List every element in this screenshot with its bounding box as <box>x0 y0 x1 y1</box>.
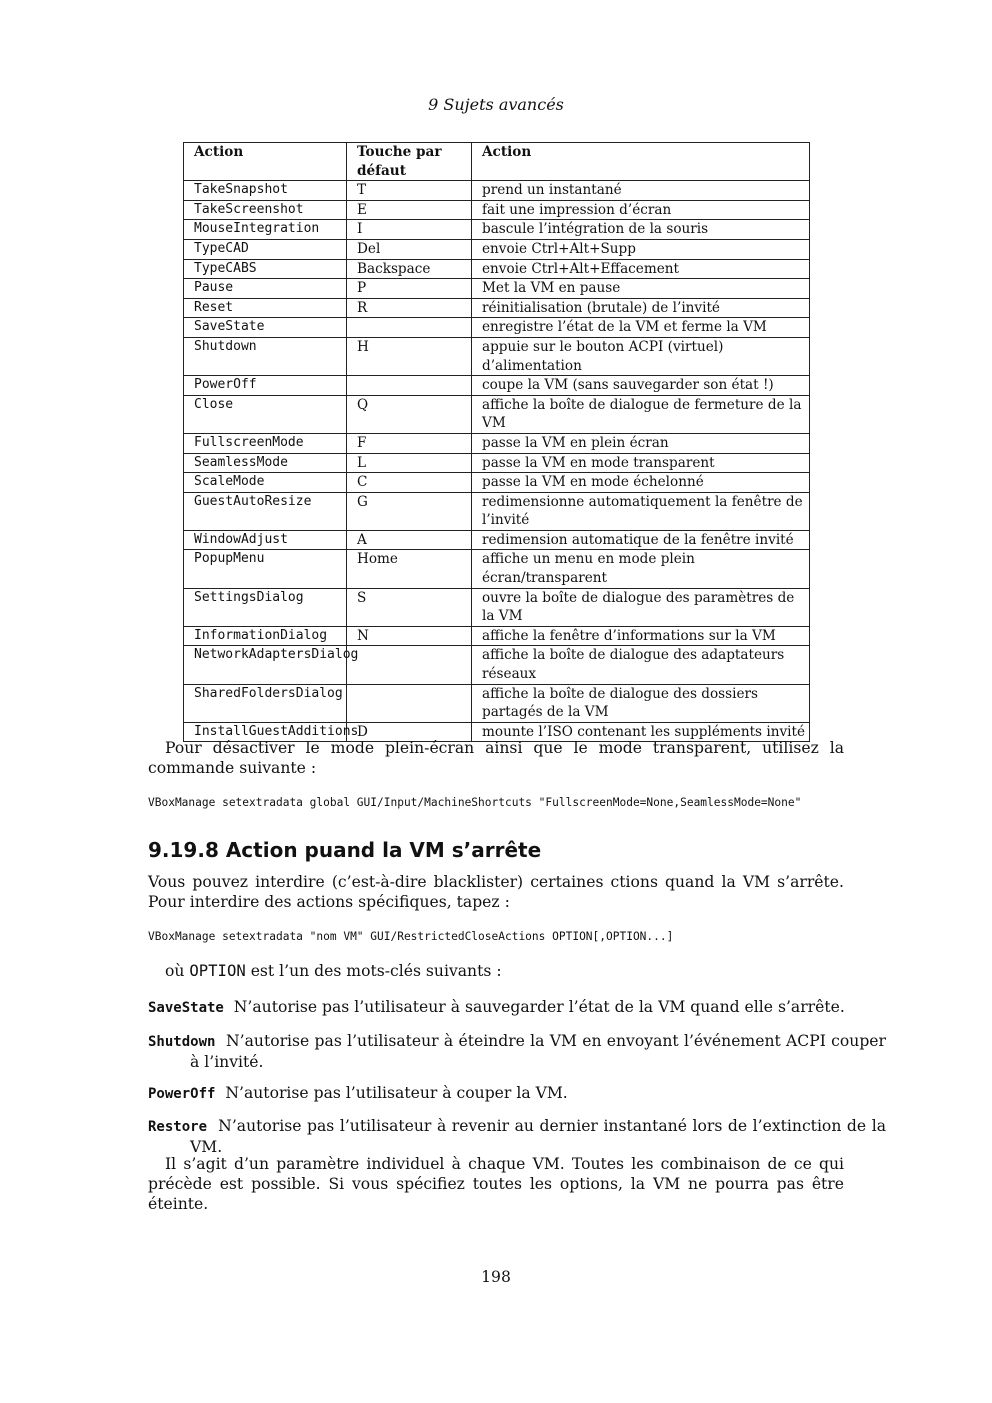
option-intro-suffix: est l’un des mots-clés suivants : <box>245 962 502 980</box>
cell-default-key: F <box>347 433 472 453</box>
paragraph-disable-fullscreen: Pour désactiver le mode plein-écran ainsi que le mode transparent, utilisez la commande suivante : <box>148 739 844 777</box>
cell-default-key <box>347 684 472 722</box>
table-row <box>184 433 810 453</box>
cell-action: Close <box>184 395 347 433</box>
shortcut-table <box>183 142 810 742</box>
table-row <box>184 395 810 433</box>
cell-action: MouseIntegration <box>184 220 347 240</box>
cell-description: appuie sur le bouton ACPI (virtuel) d’alimentation <box>472 337 810 375</box>
cell-default-key: N <box>347 626 472 646</box>
cell-description: réinitialisation (brutale) de l’invité <box>472 298 810 318</box>
cell-default-key: E <box>347 200 472 220</box>
table-row <box>184 530 810 550</box>
table-row <box>184 298 810 318</box>
table-row <box>184 646 810 684</box>
option-inline-code: OPTION <box>189 962 246 980</box>
paragraph-option-keywords <box>148 961 844 981</box>
cell-default-key: Del <box>347 239 472 259</box>
cell-default-key: G <box>347 492 472 530</box>
table-row <box>184 473 810 493</box>
code-restricted-close-command: VBoxManage setextradata "nom VM" GUI/RestrictedCloseActions OPTION[,OPTION...] <box>148 930 674 943</box>
paragraph-blacklist-actions: Vous pouvez interdire (c’est-à-dire blacklister) certaines ctions quand la VM s’arrête. Pour interdire des actions spécifiques, tapez : <box>148 873 844 911</box>
cell-description: redimension automatique de la fenêtre invité <box>472 530 810 550</box>
section-heading: 9.19.8 Action puand la VM s’arrête <box>148 838 542 862</box>
cell-default-key <box>347 376 472 396</box>
column-header-action: Action <box>184 143 347 181</box>
cell-default-key: R <box>347 298 472 318</box>
cell-default-key <box>347 646 472 684</box>
cell-description: redimensionne automatiquement la fenêtre de l’invité <box>472 492 810 530</box>
option-description: N’autorise pas l’utilisateur à éteindre la VM en envoyant l’événement ACPI couper à l’invité. <box>190 1032 886 1071</box>
cell-action: Reset <box>184 298 347 318</box>
option-description: N’autorise pas l’utilisateur à revenir au dernier instantané lors de l’extinction de la VM. <box>190 1117 887 1156</box>
table-row <box>184 239 810 259</box>
cell-action: ScaleMode <box>184 473 347 493</box>
option-description: N’autorise pas l’utilisateur à couper la VM. <box>225 1084 568 1102</box>
cell-description: passe la VM en plein écran <box>472 433 810 453</box>
cell-default-key: I <box>347 220 472 240</box>
option-term: PowerOff <box>148 1086 216 1102</box>
table-row <box>184 492 810 530</box>
cell-default-key: T <box>347 181 472 201</box>
table-row <box>184 181 810 201</box>
table-row <box>184 588 810 626</box>
table-row <box>184 200 810 220</box>
cell-default-key: P <box>347 279 472 299</box>
cell-action: InstallGuestAdditions <box>184 722 347 742</box>
table-header-row <box>184 143 810 181</box>
cell-action: SeamlessMode <box>184 453 347 473</box>
cell-default-key: Q <box>347 395 472 433</box>
option-shutdown <box>148 1031 886 1072</box>
cell-description: enregistre l’état de la VM et ferme la VM <box>472 318 810 338</box>
table-row <box>184 626 810 646</box>
cell-description: mounte l’ISO contenant les suppléments invité <box>472 722 810 742</box>
cell-description: prend un instantané <box>472 181 810 201</box>
column-header-default-key: Touche par défaut <box>347 143 472 181</box>
table-row <box>184 220 810 240</box>
cell-action: WindowAdjust <box>184 530 347 550</box>
option-intro-prefix: où <box>165 962 190 980</box>
paragraph-per-vm-setting: Il s’agit d’un paramètre individuel à chaque VM. Toutes les combinaison de ce qui précède est possible. Si vous spécifiez toutes les options, la VM ne pourra pas être éteinte. <box>148 1155 844 1213</box>
option-term: Restore <box>148 1119 208 1135</box>
cell-action: Pause <box>184 279 347 299</box>
cell-description: affiche la fenêtre d’informations sur la VM <box>472 626 810 646</box>
cell-description: passe la VM en mode échelonné <box>472 473 810 493</box>
cell-action: TakeSnapshot <box>184 181 347 201</box>
cell-action: TypeCABS <box>184 259 347 279</box>
cell-default-key: D <box>347 722 472 742</box>
cell-action: TypeCAD <box>184 239 347 259</box>
cell-action: PopupMenu <box>184 550 347 588</box>
cell-default-key: S <box>347 588 472 626</box>
cell-description: Met la VM en pause <box>472 279 810 299</box>
code-shortcuts-command: VBoxManage setextradata global GUI/Input/MachineShortcuts "FullscreenMode=None,SeamlessMode=None" <box>148 796 802 809</box>
running-head: 9 Sujets avancés <box>428 95 564 114</box>
table-row <box>184 453 810 473</box>
option-description: N’autorise pas l’utilisateur à sauvegarder l’état de la VM quand elle s’arrête. <box>233 998 845 1016</box>
cell-default-key: C <box>347 473 472 493</box>
cell-default-key: A <box>347 530 472 550</box>
option-poweroff <box>148 1083 886 1104</box>
table-body <box>184 181 810 742</box>
cell-description: envoie Ctrl+Alt+Effacement <box>472 259 810 279</box>
table-row <box>184 259 810 279</box>
cell-description: affiche la boîte de dialogue de fermeture de la VM <box>472 395 810 433</box>
cell-description: ouvre la boîte de dialogue des paramètres de la VM <box>472 588 810 626</box>
table-row <box>184 550 810 588</box>
cell-action: SaveState <box>184 318 347 338</box>
option-restore <box>148 1116 886 1157</box>
cell-default-key <box>347 318 472 338</box>
cell-default-key: Home <box>347 550 472 588</box>
cell-description: bascule l’intégration de la souris <box>472 220 810 240</box>
cell-description: envoie Ctrl+Alt+Supp <box>472 239 810 259</box>
cell-default-key: L <box>347 453 472 473</box>
cell-action: PowerOff <box>184 376 347 396</box>
cell-action: SettingsDialog <box>184 588 347 626</box>
cell-action: Shutdown <box>184 337 347 375</box>
table-row <box>184 279 810 299</box>
option-term: Shutdown <box>148 1034 216 1050</box>
table-row <box>184 376 810 396</box>
cell-action: FullscreenMode <box>184 433 347 453</box>
table-row <box>184 684 810 722</box>
table-row <box>184 318 810 338</box>
cell-description: affiche un menu en mode plein écran/transparent <box>472 550 810 588</box>
cell-description: passe la VM en mode transparent <box>472 453 810 473</box>
option-savestate <box>148 997 886 1018</box>
cell-description: fait une impression d’écran <box>472 200 810 220</box>
cell-action: InformationDialog <box>184 626 347 646</box>
page-number: 198 <box>481 1268 511 1286</box>
column-header-description: Action <box>472 143 810 181</box>
cell-description: affiche la boîte de dialogue des adaptateurs réseaux <box>472 646 810 684</box>
cell-action: SharedFoldersDialog <box>184 684 347 722</box>
cell-description: affiche la boîte de dialogue des dossiers partagés de la VM <box>472 684 810 722</box>
cell-action: TakeScreenshot <box>184 200 347 220</box>
cell-default-key: H <box>347 337 472 375</box>
cell-default-key: Backspace <box>347 259 472 279</box>
cell-action: GuestAutoResize <box>184 492 347 530</box>
cell-description: coupe la VM (sans sauvegarder son état !) <box>472 376 810 396</box>
option-term: SaveState <box>148 1000 224 1016</box>
cell-action: NetworkAdaptersDialog <box>184 646 347 684</box>
table-row <box>184 337 810 375</box>
